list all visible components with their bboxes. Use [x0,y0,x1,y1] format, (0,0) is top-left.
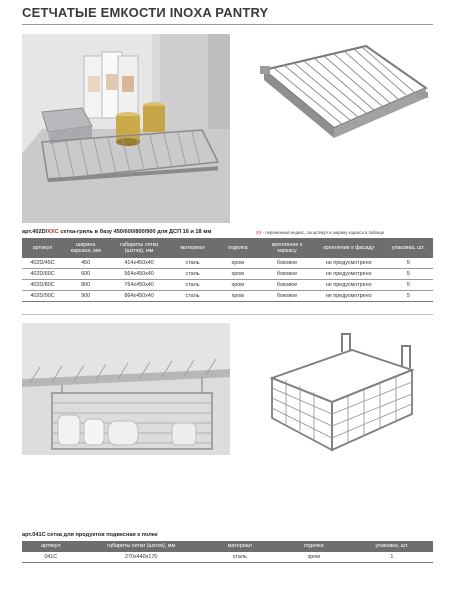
section2-caption: арт.041C сетка для продуктов подвесная к полке [22,532,158,538]
table-cell: сталь [170,280,215,291]
table-cell: 402D/45C [22,258,63,269]
table-cell: 402D/90C [22,291,63,302]
table-cell: сталь [203,552,277,563]
product-render-grill-basket [256,40,436,140]
section1-caption-suffix: сетка-гриль в базу 450/600/800/900 для ДСП 16 и 18 мм [58,229,212,235]
table-row [22,280,433,291]
column-header: материал [203,541,277,552]
column-header: упаковка, шт. [384,238,433,258]
column-header: ширина каркаса, мм [63,238,108,258]
table-row [22,552,433,563]
table-cell: 5 [384,291,433,302]
column-header: упаковка, шт. [351,541,433,552]
table-cell: 800 [63,280,108,291]
section-divider [22,314,433,315]
table-cell: 564x450x40 [108,269,170,280]
column-header: крепление к каркасу [260,238,313,258]
table-cell: 764x450x40 [108,280,170,291]
table-cell: хром [215,291,260,302]
table-cell: не предусмотрено [314,280,384,291]
table-cell: 5 [384,269,433,280]
table-cell: сталь [170,258,215,269]
table-cell: 864x450x40 [108,291,170,302]
column-header: отделка [215,238,260,258]
section1-caption-highlight: XXC [47,229,59,235]
table-cell: хром [215,280,260,291]
title-rule [22,24,433,25]
product-photo-grill-basket [22,34,230,223]
table-cell: хром [277,552,351,563]
table-cell: 1 [351,552,433,563]
table-cell: не предусмотрено [314,258,384,269]
table-cell: боковое [260,280,313,291]
section1-spec-table [22,238,433,302]
table-cell: боковое [260,258,313,269]
table-cell: 402D/60C [22,269,63,280]
table-cell: не предусмотрено [314,269,384,280]
table-cell: 900 [63,291,108,302]
column-header: артикул [22,238,63,258]
table-cell: 600 [63,269,108,280]
table-row [22,269,433,280]
table-cell: 414x450x40 [108,258,170,269]
table-header-row [22,541,433,552]
column-header: крепление к фасаду [314,238,384,258]
table-cell: боковое [260,269,313,280]
table-header-row [22,238,433,258]
section2-spec-table [22,541,433,563]
table-cell: сталь [170,291,215,302]
table-cell: 402D/80C [22,280,63,291]
section1-note-highlight: XX [256,230,262,235]
table-cell: сталь [170,269,215,280]
table-row [22,291,433,302]
page-title: СЕТЧАТЫЕ ЕМКОСТИ INOXA PANTRY [22,5,269,20]
table-cell: 5 [384,258,433,269]
table-cell: 041C [22,552,80,563]
table-cell: 450 [63,258,108,269]
section1-caption [22,229,211,235]
column-header: материал [170,238,215,258]
table-cell: не предусмотрено [314,291,384,302]
product-render-hanging-basket [262,330,434,458]
table-cell: боковое [260,291,313,302]
section1-note [256,230,384,235]
table-cell: 5 [384,280,433,291]
product-photo-hanging-basket [22,323,230,455]
section1-caption-prefix: арт.402D/ [22,229,48,235]
table-cell: хром [215,258,260,269]
section1-note-text: - переменный индекс, см артикул и ширину каркаса в таблице [261,230,385,235]
column-header: артикул [22,541,80,552]
table-cell: хром [215,269,260,280]
table-cell: 270x440x170 [80,552,203,563]
column-header: габариты сетки (шxгxв), мм [108,238,170,258]
column-header: габариты сетки (шxгxв), мм [80,541,203,552]
column-header: отделка [277,541,351,552]
table-row [22,258,433,269]
